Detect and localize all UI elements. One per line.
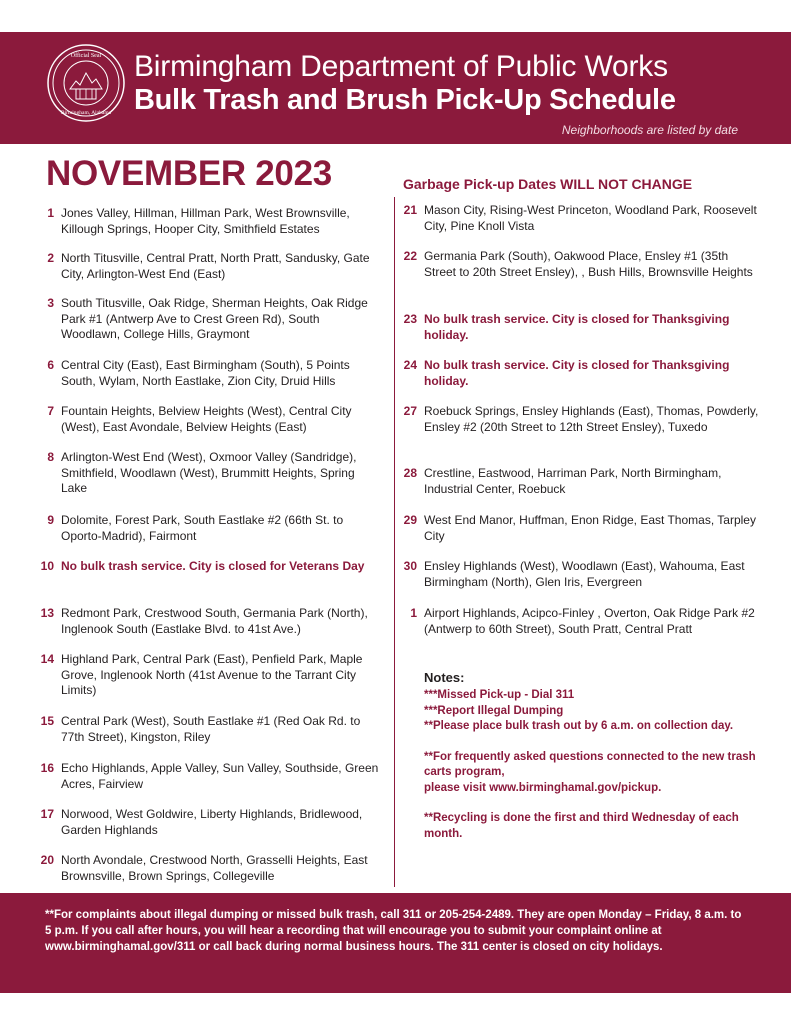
svg-text:Birmingham, Alabama: Birmingham, Alabama bbox=[60, 110, 112, 116]
entry-closure-notice: No bulk trash service. City is closed for Thanksgiving holiday. bbox=[424, 312, 730, 342]
entry-day: 16 bbox=[40, 761, 54, 775]
garbage-notice: Garbage Pick-up Dates WILL NOT CHANGE bbox=[403, 176, 693, 192]
entry-neighborhoods: Arlington-West End (West), Oxmoor Valley (Sandridge), Smithfield, Woodlawn (West), Brummitt Heights, Spring Lake bbox=[61, 450, 357, 495]
entry-neighborhoods: Central Park (West), South Eastlake #1 (Red Oak Rd. to 77th Street), Kingston, Riley bbox=[61, 714, 361, 744]
entry-neighborhoods: Echo Highlands, Apple Valley, Sun Valley, Southside, Green Acres, Fairview bbox=[61, 761, 379, 791]
entry-day: 21 bbox=[403, 203, 417, 217]
entry-neighborhoods: Norwood, West Goldwire, Liberty Highlands, Bridlewood, Garden Highlands bbox=[61, 807, 363, 837]
entry-day: 24 bbox=[403, 358, 417, 372]
note-bulk-time: **Please place bulk trash out by 6 a.m. on collection day. bbox=[424, 720, 734, 732]
month-heading: NOVEMBER 2023 bbox=[46, 154, 332, 193]
entry-neighborhoods: Ensley Highlands (West), Woodlawn (East), Wahouma, East Birmingham (North), Glen Iris, Evergreen bbox=[424, 559, 745, 589]
entry-neighborhoods: Redmont Park, Crestwood South, Germania Park (North), Inglenook South (Eastlake Blvd. to 41st Ave.) bbox=[61, 606, 368, 636]
entry-day: 1 bbox=[410, 606, 417, 620]
entry-day: 13 bbox=[40, 606, 54, 620]
entry-day: 22 bbox=[403, 249, 417, 263]
header-banner bbox=[0, 32, 791, 144]
entry-neighborhoods: North Avondale, Crestwood North, Grasselli Heights, East Brownsville, Brown Springs, Collegeville bbox=[61, 853, 368, 883]
entry-day: 30 bbox=[403, 559, 417, 573]
column-divider bbox=[394, 197, 395, 887]
entry-neighborhoods: Fountain Heights, Belview Heights (West), Central City (West), East Avondale, Belview Heights (East) bbox=[61, 404, 352, 434]
entry-day: 28 bbox=[403, 466, 417, 480]
entry-day: 8 bbox=[47, 450, 54, 464]
entry-day: 2 bbox=[47, 251, 54, 265]
entry-day: 17 bbox=[40, 807, 54, 821]
footer-banner bbox=[0, 893, 791, 993]
entry-day: 23 bbox=[403, 312, 417, 326]
entry-day: 14 bbox=[40, 652, 54, 666]
note-illegal-dumping: ***Report Illegal Dumping bbox=[424, 704, 564, 717]
entry-neighborhoods: Dolomite, Forest Park, South Eastlake #2 (66th St. to Oporto-Madrid), Fairmont bbox=[61, 513, 344, 543]
entry-day: 10 bbox=[40, 559, 54, 573]
entry-neighborhoods: Jones Valley, Hillman, Hillman Park, West Brownsville, Killough Springs, Hooper City, Smithfield Estates bbox=[61, 206, 350, 236]
entry-neighborhoods: South Titusville, Oak Ridge, Sherman Heights, Oak Ridge Park #1 (Antwerp Ave to Crest Green Rd), South Woodlawn, College Hills, Graymont bbox=[61, 296, 368, 341]
svg-text:Official Seal: Official Seal bbox=[70, 53, 102, 59]
footer-complaint-info: **For complaints about illegal dumping or missed bulk trash, call 311 or 205-254-2489. They are open Monday – Friday, 8 a.m. to 5 p.m. If you call after hours, you will hear a recording that will encourage you to submit your complaint online at www.birminghamal.gov/311 or call back during normal business hours. The 311 center is closed on city holidays. bbox=[45, 909, 742, 953]
notes-section bbox=[424, 670, 764, 842]
entry-neighborhoods: Airport Highlands, Acipco-Finley , Overton, Oak Ridge Park #2 (Antwerp to 60th Street), South Pratt, Central Pratt bbox=[424, 606, 755, 636]
entry-day: 15 bbox=[40, 714, 54, 728]
entry-neighborhoods: North Titusville, Central Pratt, North Pratt, Sandusky, Gate City, Arlington-West End (East) bbox=[61, 251, 370, 281]
department-title: Birmingham Department of Public Works bbox=[134, 50, 668, 83]
note-missed-pickup: ***Missed Pick-up - Dial 311 bbox=[424, 689, 575, 701]
schedule-title: Bulk Trash and Brush Pick-Up Schedule bbox=[134, 84, 676, 116]
note-faq-link: please visit www.birminghamal.gov/pickup. bbox=[424, 781, 662, 794]
note-recycling: **Recycling is done the first and third Wednesday of each month. bbox=[424, 812, 739, 840]
header-subtitle: Neighborhoods are listed by date bbox=[561, 123, 738, 137]
entry-day: 3 bbox=[47, 296, 54, 310]
entry-closure-notice: No bulk trash service. City is closed for Veterans Day bbox=[61, 559, 365, 573]
entry-day: 9 bbox=[47, 513, 54, 527]
entry-day: 1 bbox=[47, 206, 54, 220]
entry-neighborhoods: Central City (East), East Birmingham (South), 5 Points South, Wylam, North Eastlake, Zion City, Druid Hills bbox=[61, 358, 350, 388]
entry-neighborhoods: West End Manor, Huffman, Enon Ridge, East Thomas, Tarpley City bbox=[424, 513, 756, 543]
entry-neighborhoods: Highland Park, Central Park (East), Penfield Park, Maple Grove, Inglenook North (41st Avenue to the Tarrant City Limits) bbox=[61, 652, 363, 697]
entry-day: 20 bbox=[40, 853, 54, 867]
entry-day: 27 bbox=[403, 404, 417, 418]
entry-day: 29 bbox=[403, 513, 417, 527]
city-seal-logo bbox=[46, 43, 126, 123]
notes-title: Notes: bbox=[424, 670, 465, 685]
entry-neighborhoods: Roebuck Springs, Ensley Highlands (East), Thomas, Powderly, Ensley #2 (20th Street to 12th Street Ensley), Tuxedo bbox=[424, 404, 759, 434]
entry-day: 7 bbox=[47, 404, 54, 418]
note-faq: **For frequently asked questions connected to the new trash carts program, bbox=[424, 750, 756, 778]
entry-neighborhoods: Germania Park (South), Oakwood Place, Ensley #1 (35th Street to 20th Street Ensley), , Bush Hills, Brownsville Heights bbox=[424, 249, 753, 279]
entry-neighborhoods: Mason City, Rising-West Princeton, Woodland Park, Roosevelt City, Pine Knoll Vista bbox=[424, 203, 757, 233]
entry-closure-notice: No bulk trash service. City is closed for Thanksgiving holiday. bbox=[424, 358, 730, 388]
entry-day: 6 bbox=[47, 358, 54, 372]
entry-neighborhoods: Crestline, Eastwood, Harriman Park, North Birmingham, Industrial Center, Roebuck bbox=[424, 466, 722, 496]
